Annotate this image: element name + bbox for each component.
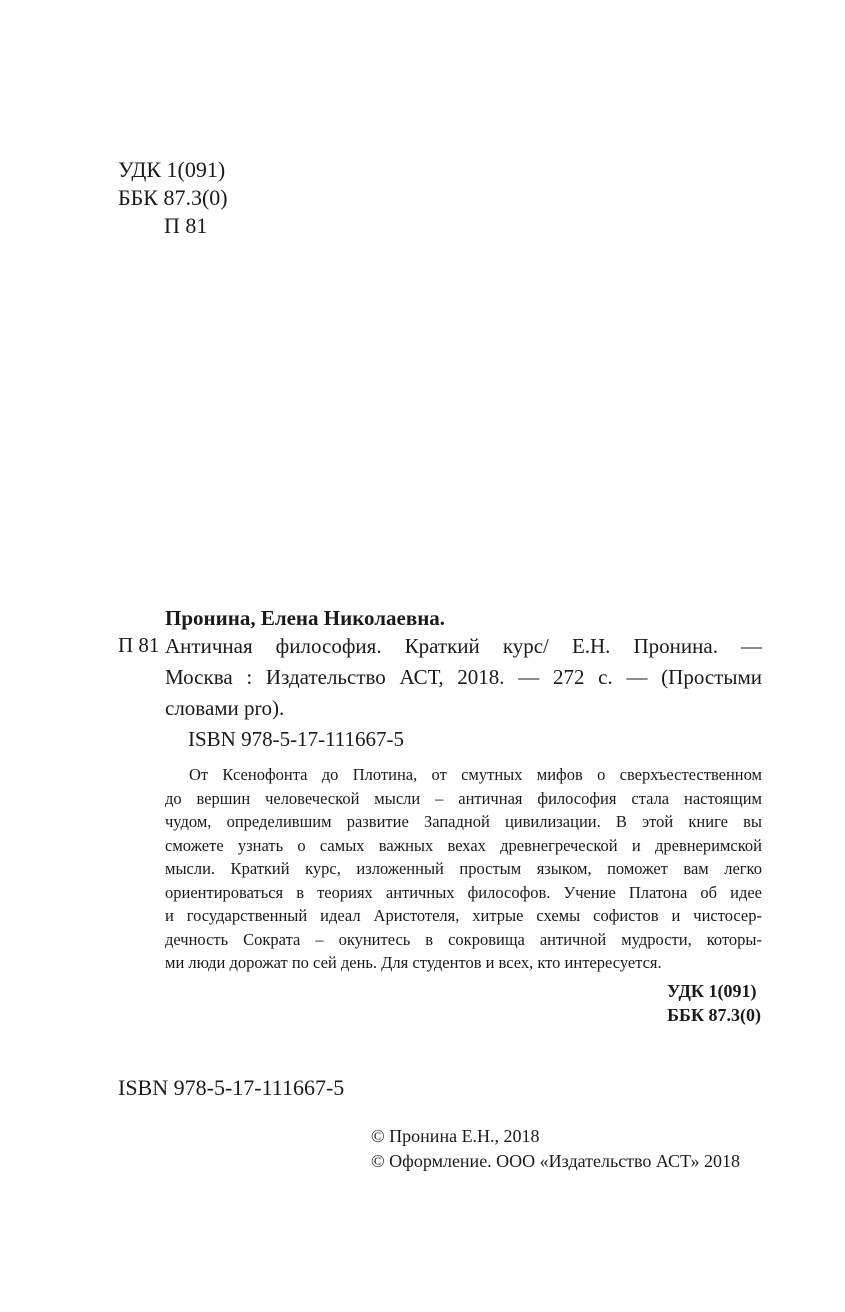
- annotation-line: ориентироваться в теориях античных философов. Учение Платона об идее: [165, 882, 762, 902]
- annotation-line: ми люди дорожат по сей день. Для студентов и всех, кто интересуется.: [165, 953, 662, 972]
- annotation: [165, 763, 762, 975]
- bibliographic-line: Москва : Издательство АСТ, 2018. — 272 с. — (Простыми: [165, 665, 762, 689]
- annotation-line: сможете узнать о самых важных вехах древнегреческой и древнеримской: [165, 835, 762, 855]
- annotation-line: и государственный идеал Аристотеля, хитрые схемы софистов и чистосер-: [165, 906, 762, 925]
- classification-codes-footer: [667, 979, 761, 1027]
- catalog-author-mark: П 81: [118, 633, 160, 657]
- bibliographic-line: Античная философия. Краткий курс/ Е.Н. Пронина. —: [165, 634, 762, 658]
- isbn: ISBN 978-5-17-111667-5: [118, 1075, 345, 1100]
- catalog-isbn: ISBN 978-5-17-111667-5: [188, 727, 405, 751]
- annotation-line: мысли. Краткий курс, изложенный простым языком, поможет вам легко: [165, 859, 762, 878]
- bibliographic-description: [165, 631, 762, 724]
- author-mark: П 81: [164, 213, 208, 238]
- udk-code: УДК 1(091): [118, 157, 226, 182]
- copyright-line: © Пронина Е.Н., 2018: [371, 1126, 540, 1146]
- annotation-line: дечность Сократа – окунитесь в сокровища античной мудрости, которы-: [165, 929, 762, 949]
- bbk-code: ББК 87.3(0): [667, 1005, 761, 1025]
- bbk-code: ББК 87.3(0): [118, 185, 228, 210]
- annotation-line: чудом, определившим развитие Западной цивилизации. В этой книге вы: [165, 812, 762, 831]
- bibliographic-line: словами pro).: [165, 696, 285, 720]
- author-name: Пронина, Елена Николаевна.: [165, 606, 446, 630]
- copyright-line: © Оформление. ООО «Издательство АСТ» 2018: [371, 1151, 741, 1171]
- classification-codes-header: [118, 156, 228, 240]
- annotation-line: до вершин человеческой мысли – античная философия стала настоящим: [165, 788, 762, 808]
- copyright-block: [371, 1124, 740, 1174]
- annotation-line: От Ксенофонта до Плотина, от смутных мифов о сверхъестественном: [189, 765, 762, 784]
- udk-code: УДК 1(091): [667, 981, 757, 1001]
